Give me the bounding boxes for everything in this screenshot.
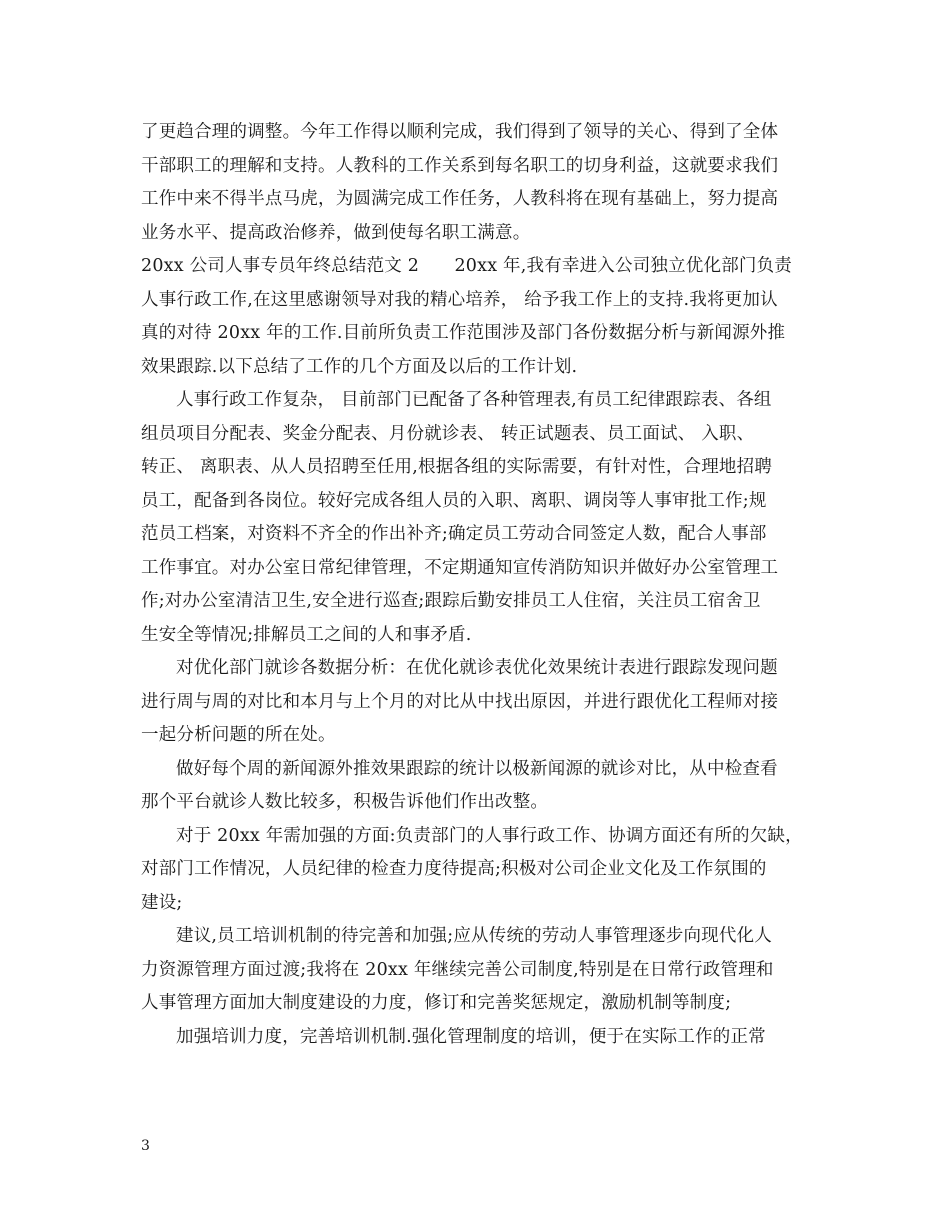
text-line: 建设; [141,892,183,913]
paragraph-start-line: 做好每个周的新闻源外推效果跟踪的统计以极新闻源的就诊对比，从中检查看 [176,758,778,779]
page-number: 3 [141,1138,150,1154]
text-line: 人事管理方面加大制度建设的力度，修订和完善奖惩规定，激励机制等制度; [141,993,732,1013]
paragraph-start-line: 对于 20xx 年需加强的方面:负责部门的人事行政工作、协调方面还有所的欠缺， [176,825,803,846]
paragraph-start-line: 对优化部门就诊各数据分析：在优化就诊表优化效果统计表进行跟踪发现问题 [176,658,778,678]
text-line: 转正、 离职表、从人员招聘至任用,根据各组的实际需要，有针对性，合理地招聘 [141,457,773,477]
paragraph-start-line: 人事行政工作复杂， 目前部门已配备了各种管理表,有员工纪律跟踪表、各组 [176,390,772,410]
text-line: 进行周与周的对比和本月与上个月的对比从中找出原因，并进行跟优化工程师对接 [141,691,779,712]
text-line: 那个平台就诊人数比较多，积极告诉他们作出改整。 [141,792,549,812]
text-line: 效果跟踪.以下总结了工作的几个方面及以后的工作计划. [141,356,578,377]
text-line: 力资源管理方面过渡;我将在 20xx 年继续完善公司制度,特别是在日常行政管理和 [141,959,774,980]
text-line: 生安全等情况;排解员工之间的人和事矛盾. [141,624,472,645]
text-line: 真的对待 20xx 年的工作.目前所负责工作范围涉及部门各份数据分析与新闻源外推 [141,323,786,343]
text-line: 业务水平、提高政治修养，做到使每名职工满意。 [141,222,531,243]
paragraph-start-line: 建议,员工培训机制的待完善和加强;应从传统的劳动人事管理逐步向现代化人 [176,926,772,946]
text-line: 对部门工作情况，人员纪律的检查力度待提高;积极对公司企业文化及工作氛围的 [141,859,767,879]
text-line: 工作事宜。对办公室日常纪律管理，不定期通知宣传消防知识并做好办公室管理工 [141,557,779,578]
text-line: 一起分析问题的所在处。 [141,725,336,745]
text-line: 工作中来不得半点马虎，为圆满完成工作任务，人教科将在现有基础上，努力提高 [141,189,779,209]
document-body [141,116,816,1054]
paragraph-start-line: 加强培训力度，完善培训机制.强化管理制度的培训，便于在实际工作的正常 [176,1026,766,1047]
section-heading-line: 20xx 公司人事专员年终总结范文 2 20xx 年,我有幸进入公司独立优化部门负责 [141,256,792,276]
text-line: 范员工档案，对资料不齐全的作出补齐;确定员工劳动合同签定人数，配合人事部 [141,524,767,544]
text-line: 干部职工的理解和支持。人教科的工作关系到每名职工的切身利益，这就要求我们 [141,155,779,176]
text-line: 作;对办公室清洁卫生,安全进行巡查;跟踪后勤安排员工人住宿，关注员工宿舍卫 [141,591,761,611]
text-line: 人事行政工作,在这里感谢领导对我的精心培养， 给予我工作上的支持.我将更加认 [141,289,778,310]
text-line: 组员项目分配表、奖金分配表、月份就诊表、 转正试题表、员工面试、 入职、 [141,423,755,444]
text-line: 了更趋合理的调整。今年工作得以顺利完成，我们得到了领导的关心、得到了全体 [141,122,779,142]
text-line: 员工，配备到各岗位。较好完成各组人员的入职、离职、调岗等人事审批工作;规 [141,490,767,511]
